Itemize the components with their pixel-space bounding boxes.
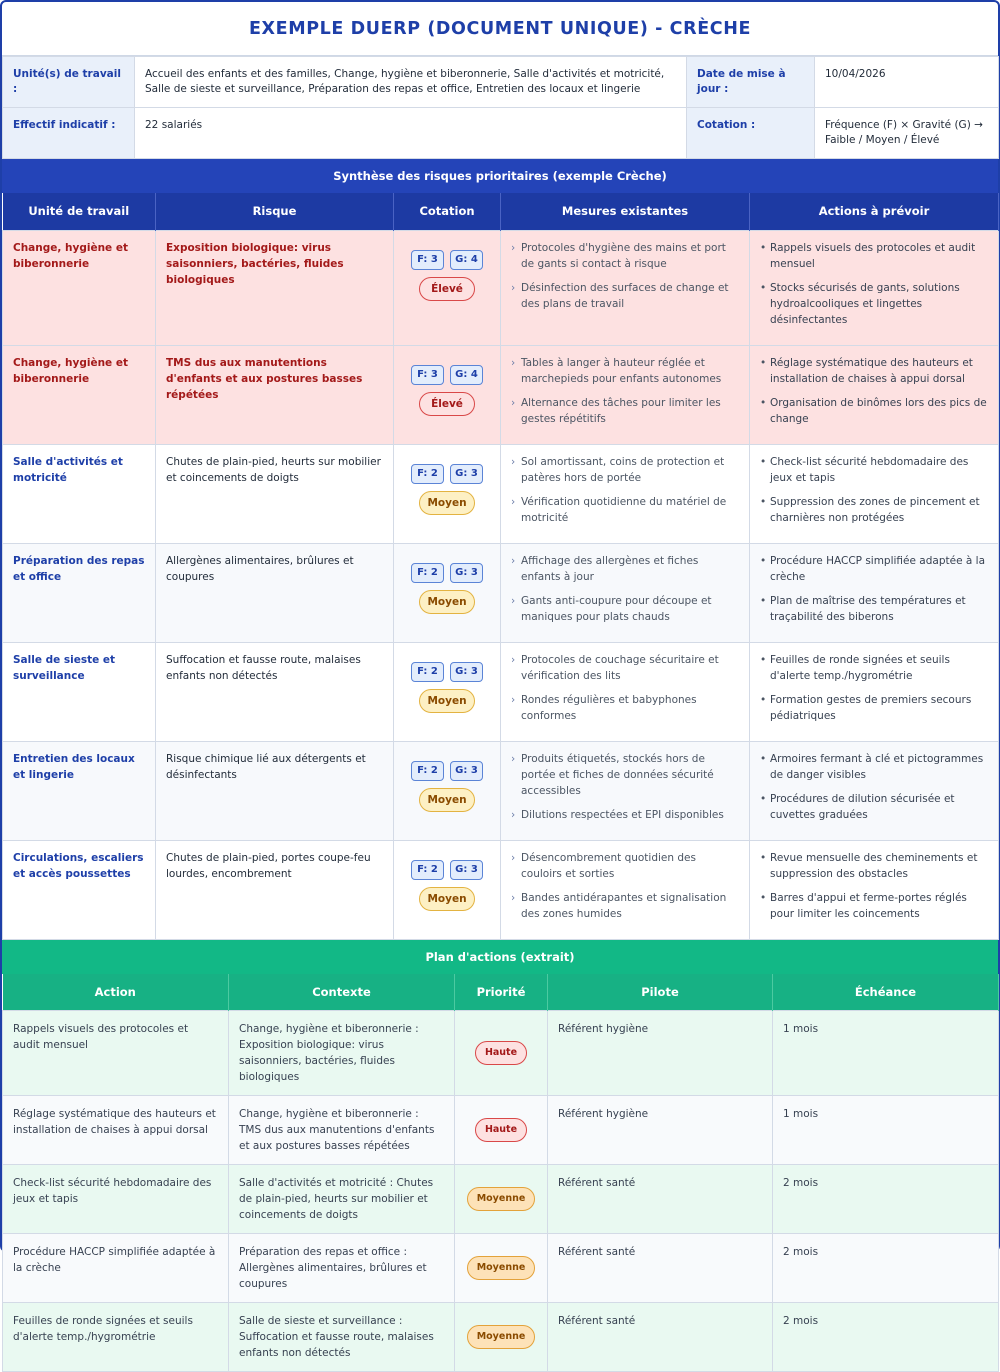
plan-pilot: Référent santé: [548, 1303, 773, 1372]
severity-chip: G: 3: [450, 860, 483, 880]
action-item: • Stocks sécurisés de gants, solutions hydroalcooliques et lingettes désinfectantes: [760, 280, 988, 328]
risk-description: Suffocation et fausse route, malaises enfants non détectés: [156, 642, 394, 741]
page-title: EXEMPLE DUERP (DOCUMENT UNIQUE) - CRÈCHE: [2, 2, 998, 56]
measure-item: › Produits étiquetés, stockés hors de portée et fiches de données sécurité accessibles: [511, 751, 739, 799]
rating-cell: [394, 345, 501, 444]
actions-cell: [750, 345, 999, 444]
risk-unit: Entretien des locaux et lingerie: [3, 741, 156, 840]
risk-row: [3, 741, 999, 840]
measure-item: › Affichage des allergènes et fiches enfants à jour: [511, 553, 739, 585]
header-rating: Cotation: [394, 193, 501, 230]
header-action: Action: [3, 974, 229, 1011]
priority-badge: Moyenne: [467, 1187, 535, 1211]
frequency-chip: F: 3: [411, 250, 444, 270]
header-unit: Unité de travail: [3, 193, 156, 230]
level-badge: Élevé: [419, 392, 475, 416]
action-item: • Armoires fermant à clé et pictogrammes de danger visibles: [760, 751, 988, 783]
measures-cell: [501, 642, 750, 741]
severity-chip: G: 4: [450, 365, 483, 385]
risk-description: Exposition biologique: virus saisonniers, bactéries, fluides biologiques: [156, 230, 394, 345]
action-item: • Suppression des zones de pincement et charnières non protégées: [760, 494, 988, 526]
plan-action: Rappels visuels des protocoles et audit mensuel: [3, 1011, 229, 1096]
header-due: Échéance: [773, 974, 999, 1011]
risk-row: [3, 840, 999, 939]
risk-unit: Circulations, escaliers et accès poussettes: [3, 840, 156, 939]
risk-row: [3, 345, 999, 444]
priority-badge: Haute: [475, 1118, 527, 1142]
risk-row: [3, 444, 999, 543]
measures-cell: [501, 345, 750, 444]
header-risk: Risque: [156, 193, 394, 230]
measure-item: › Vérification quotidienne du matériel de motricité: [511, 494, 739, 526]
severity-chip: G: 3: [450, 464, 483, 484]
plan-action: Réglage systématique des hauteurs et installation de chaises à appui dorsal: [3, 1096, 229, 1165]
priority-badge: Haute: [475, 1041, 527, 1065]
synthesis-banner: Synthèse des risques prioritaires (exemple Crèche): [2, 159, 998, 193]
action-item: • Plan de maîtrise des températures et traçabilité des biberons: [760, 593, 988, 625]
measure-item: › Protocoles de couchage sécuritaire et vérification des lits: [511, 652, 739, 684]
plan-due: 1 mois: [773, 1011, 999, 1096]
level-badge: Moyen: [419, 689, 475, 713]
measures-cell: [501, 840, 750, 939]
risk-unit: Préparation des repas et office: [3, 543, 156, 642]
header-context: Contexte: [229, 974, 455, 1011]
action-item: • Feuilles de ronde signées et seuils d'alerte temp./hygrométrie: [760, 652, 988, 684]
measures-cell: [501, 741, 750, 840]
measure-item: › Désencombrement quotidien des couloirs et sorties: [511, 850, 739, 882]
measures-cell: [501, 543, 750, 642]
risk-unit: Salle de sieste et surveillance: [3, 642, 156, 741]
plan-context: Change, hygiène et biberonnerie : Exposition biologique: virus saisonniers, bactéries, fluides biologiques: [229, 1011, 455, 1096]
risk-row: [3, 543, 999, 642]
rating-cell: [394, 230, 501, 345]
action-plan-banner: Plan d'actions (extrait): [2, 940, 998, 974]
frequency-chip: F: 3: [411, 365, 444, 385]
action-plan-table: [2, 974, 999, 1372]
header-pilot: Pilote: [548, 974, 773, 1011]
risk-description: Chutes de plain-pied, heurts sur mobilier et coincements de doigts: [156, 444, 394, 543]
severity-chip: G: 4: [450, 250, 483, 270]
frequency-chip: F: 2: [411, 563, 444, 583]
action-item: • Organisation de binômes lors des pics de change: [760, 395, 988, 427]
actions-cell: [750, 230, 999, 345]
measure-item: › Tables à langer à hauteur réglée et marchepieds pour enfants autonomes: [511, 355, 739, 387]
measure-item: › Gants anti-coupure pour découpe et maniques pour plats chauds: [511, 593, 739, 625]
measure-item: › Rondes régulières et babyphones conformes: [511, 692, 739, 724]
measure-item: › Alternance des tâches pour limiter les gestes répétitifs: [511, 395, 739, 427]
rating-cell: [394, 444, 501, 543]
measure-item: › Protocoles d'hygiène des mains et port de gants si contact à risque: [511, 240, 739, 272]
frequency-chip: F: 2: [411, 761, 444, 781]
actions-cell: [750, 543, 999, 642]
frequency-chip: F: 2: [411, 464, 444, 484]
actions-cell: [750, 840, 999, 939]
risk-unit: Salle d'activités et motricité: [3, 444, 156, 543]
units-label: Unité(s) de travail :: [3, 57, 135, 108]
measure-item: › Désinfection des surfaces de change et des plans de travail: [511, 280, 739, 312]
frequency-chip: F: 2: [411, 662, 444, 682]
staff-label: Effectif indicatif :: [3, 108, 135, 159]
plan-due: 2 mois: [773, 1165, 999, 1234]
measures-cell: [501, 230, 750, 345]
plan-context: Salle d'activités et motricité : Chutes de plain-pied, heurts sur mobilier et coincements de doigts: [229, 1165, 455, 1234]
priority-cell: [455, 1303, 548, 1372]
plan-row: [3, 1011, 999, 1096]
measure-item: › Sol amortissant, coins de protection et patères hors de portée: [511, 454, 739, 486]
staff-value: 22 salariés: [135, 108, 687, 159]
plan-row: [3, 1303, 999, 1372]
risk-table: [2, 193, 999, 940]
risk-unit: Change, hygiène et biberonnerie: [3, 230, 156, 345]
plan-context: Change, hygiène et biberonnerie : TMS dus aux manutentions d'enfants et aux postures basses répétées: [229, 1096, 455, 1165]
plan-action: Feuilles de ronde signées et seuils d'alerte temp./hygrométrie: [3, 1303, 229, 1372]
actions-cell: [750, 642, 999, 741]
level-badge: Moyen: [419, 887, 475, 911]
date-label: Date de mise à jour :: [687, 57, 815, 108]
units-value: Accueil des enfants et des familles, Change, hygiène et biberonnerie, Salle d'activités et motricité, Salle de sieste et surveillance, Préparation des repas et office, Entretien des locaux et lingerie: [135, 57, 687, 108]
header-priority: Priorité: [455, 974, 548, 1011]
plan-row: [3, 1096, 999, 1165]
rating-cell: [394, 840, 501, 939]
plan-due: 1 mois: [773, 1096, 999, 1165]
info-table: [2, 56, 999, 159]
priority-badge: Moyenne: [467, 1256, 535, 1280]
plan-due: 2 mois: [773, 1234, 999, 1303]
risk-unit: Change, hygiène et biberonnerie: [3, 345, 156, 444]
plan-pilot: Référent santé: [548, 1234, 773, 1303]
action-item: • Réglage systématique des hauteurs et installation de chaises à appui dorsal: [760, 355, 988, 387]
plan-pilot: Référent hygiène: [548, 1096, 773, 1165]
header-actions: Actions à prévoir: [750, 193, 999, 230]
severity-chip: G: 3: [450, 563, 483, 583]
level-badge: Élevé: [419, 277, 475, 301]
header-measures: Mesures existantes: [501, 193, 750, 230]
plan-action: Procédure HACCP simplifiée adaptée à la crèche: [3, 1234, 229, 1303]
action-item: • Check-list sécurité hebdomadaire des jeux et tapis: [760, 454, 988, 486]
level-badge: Moyen: [419, 491, 475, 515]
action-item: • Revue mensuelle des cheminements et suppression des obstacles: [760, 850, 988, 882]
level-badge: Moyen: [419, 590, 475, 614]
level-badge: Moyen: [419, 788, 475, 812]
plan-pilot: Référent santé: [548, 1165, 773, 1234]
rating-cell: [394, 642, 501, 741]
risk-description: TMS dus aux manutentions d'enfants et aux postures basses répétées: [156, 345, 394, 444]
plan-context: Préparation des repas et office : Allergènes alimentaires, brûlures et coupures: [229, 1234, 455, 1303]
plan-row: [3, 1234, 999, 1303]
severity-chip: G: 3: [450, 662, 483, 682]
plan-due: 2 mois: [773, 1303, 999, 1372]
risk-row: [3, 642, 999, 741]
risk-description: Allergènes alimentaires, brûlures et coupures: [156, 543, 394, 642]
priority-cell: [455, 1165, 548, 1234]
frequency-chip: F: 2: [411, 860, 444, 880]
measure-item: › Bandes antidérapantes et signalisation des zones humides: [511, 890, 739, 922]
priority-badge: Moyenne: [467, 1325, 535, 1349]
rating-value: Fréquence (F) × Gravité (G) → Faible / Moyen / Élevé: [815, 108, 999, 159]
priority-cell: [455, 1011, 548, 1096]
rating-label: Cotation :: [687, 108, 815, 159]
plan-row: [3, 1165, 999, 1234]
plan-context: Salle de sieste et surveillance : Suffocation et fausse route, malaises enfants non détectés: [229, 1303, 455, 1372]
rating-cell: [394, 741, 501, 840]
action-item: • Procédure HACCP simplifiée adaptée à la crèche: [760, 553, 988, 585]
action-item: • Rappels visuels des protocoles et audit mensuel: [760, 240, 988, 272]
action-item: • Barres d'appui et ferme-portes réglés pour limiter les coincements: [760, 890, 988, 922]
date-value: 10/04/2026: [815, 57, 999, 108]
severity-chip: G: 3: [450, 761, 483, 781]
measures-cell: [501, 444, 750, 543]
measure-item: › Dilutions respectées et EPI disponibles: [511, 807, 739, 823]
risk-description: Risque chimique lié aux détergents et désinfectants: [156, 741, 394, 840]
priority-cell: [455, 1234, 548, 1303]
actions-cell: [750, 741, 999, 840]
rating-cell: [394, 543, 501, 642]
action-item: • Formation gestes de premiers secours pédiatriques: [760, 692, 988, 724]
risk-description: Chutes de plain-pied, portes coupe-feu lourdes, encombrement: [156, 840, 394, 939]
action-item: • Procédures de dilution sécurisée et cuvettes graduées: [760, 791, 988, 823]
plan-action: Check-list sécurité hebdomadaire des jeux et tapis: [3, 1165, 229, 1234]
risk-row: [3, 230, 999, 345]
actions-cell: [750, 444, 999, 543]
priority-cell: [455, 1096, 548, 1165]
plan-pilot: Référent hygiène: [548, 1011, 773, 1096]
